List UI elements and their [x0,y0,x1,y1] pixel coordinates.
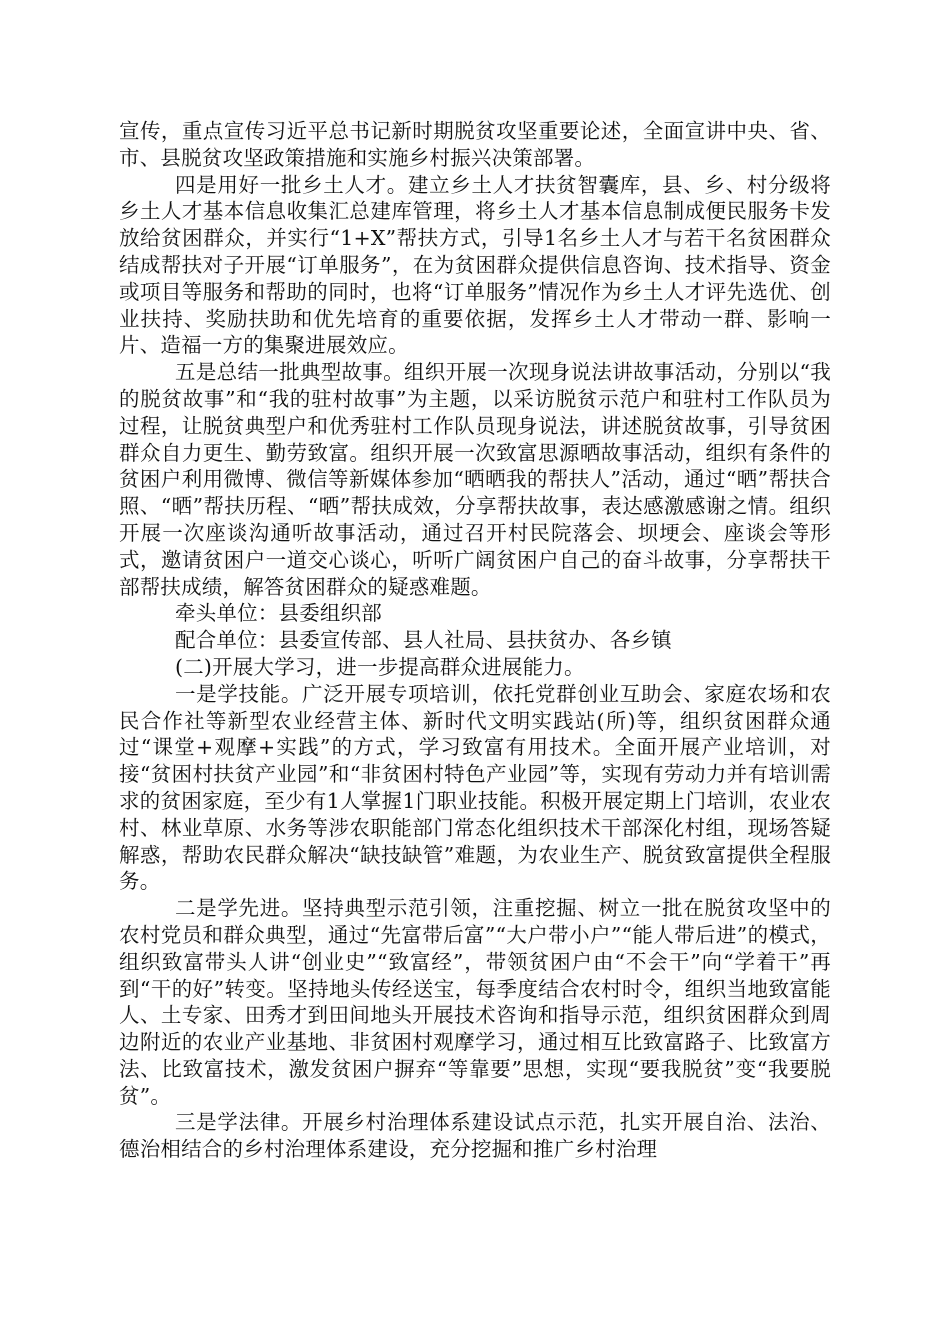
paragraph-cooperating-units: 配合单位：县委宣传部、县人社局、县扶贫办、各乡镇 [175,628,672,653]
paragraph-lead-unit: 牵头单位：县委组织部 [175,601,382,626]
paragraph-publicity-continuation: 宣传，重点宣传习近平总书记新时期脱贫攻坚重要论述，全面宣讲中央、省、市、县脱贫攻坚政策措施和实施乡村振兴决策部署。 [119,119,831,170]
paragraph-local-talent: 四是用好一批乡土人才。建立乡土人才扶贫智囊库，县、乡、村分级将乡土人才基本信息收集汇总建库管理，将乡土人才基本信息制成便民服务卡发放给贫困群众，并实行“1+X”帮扶方式，引导1名乡土人才与若干名贫困群众结成帮扶对子开展“订单服务”，在为贫困群众提供信息咨询、技术指导、资金或项目等服务和帮助的同时，也将“订单服务”情况作为乡土人才评先选优、创业扶持、奖励扶助和优先培育的重要依据，发挥乡土人才带动一群、影响一片、造福一方的集聚进展效应。 [119,172,831,358]
paragraph-typical-stories: 五是总结一批典型故事。组织开展一次现身说法讲故事活动，分别以“我的脱贫故事”和“我的驻村故事”为主题，以采访脱贫示范户和驻村工作队员为过程，让脱贫典型户和优秀驻村工作队员现身说法，讲述脱贫故事，引导贫困群众自力更生、勤劳致富。组织开展一次致富思源晒故事活动，组织有条件的贫困户利用微博、微信等新媒体参加“晒晒我的帮扶人”活动，通过“晒”帮扶合照、“晒”帮扶历程、“晒”帮扶成效，分享帮扶故事，表达感激感谢之情。组织开展一次座谈沟通听故事活动，通过召开村民院落会、坝埂会、座谈会等形式，邀请贫困户一道交心谈心，听听广阔贫困户自己的奋斗故事，分享帮扶干部帮扶成绩，解答贫困群众的疑惑难题。 [119,360,831,599]
document-page [119,118,831,1163]
paragraph-learn-skills: 一是学技能。广泛开展专项培训，依托党群创业互助会、家庭农场和农民合作社等新型农业经营主体、新时代文明实践站(所)等，组织贫困群众通过“课堂+观摩+实践”的方式，学习致富有用技术。全面开展产业培训，对接“贫困村扶贫产业园”和“非贫困村特色产业园”等，实现有劳动力并有培训需求的贫困家庭，至少有1人掌握1门职业技能。积极开展定期上门培训，农业农村、林业草原、水务等涉农职能部门常态化组织技术干部深化村组，现场答疑解惑，帮助农民群众解决“缺技缺管”难题，为农业生产、脱贫致富提供全程服务。 [119,681,831,894]
paragraph-learn-law: 三是学法律。开展乡村治理体系建设试点示范，扎实开展自治、法治、德治相结合的乡村治理体系建设，充分挖掘和推广乡村治理 [119,1110,831,1162]
section-heading-great-study: (二)开展大学习，进一步提高群众进展能力。 [175,654,585,679]
paragraph-learn-advanced: 二是学先进。坚持典型示范引领，注重挖掘、树立一批在脱贫攻坚中的农村党员和群众典型，通过“先富带后富”“大户带小户”“能人带后进”的模式，组织致富带头人讲“创业史”“致富经”，带领贫困户由“不会干”向“学着干”再到“干的好”转变。坚持地头传经送宝，每季度结合农村时令，组织当地致富能人、土专家、田秀才到田间地头开展技术咨询和指导示范，组织贫困群众到周边附近的农业产业基地、非贫困村观摩学习，通过相互比致富路子、比致富方法、比致富技术，激发贫困户摒弃“等靠要”思想，实现“要我脱贫”变“我要脱贫”。 [119,896,831,1108]
